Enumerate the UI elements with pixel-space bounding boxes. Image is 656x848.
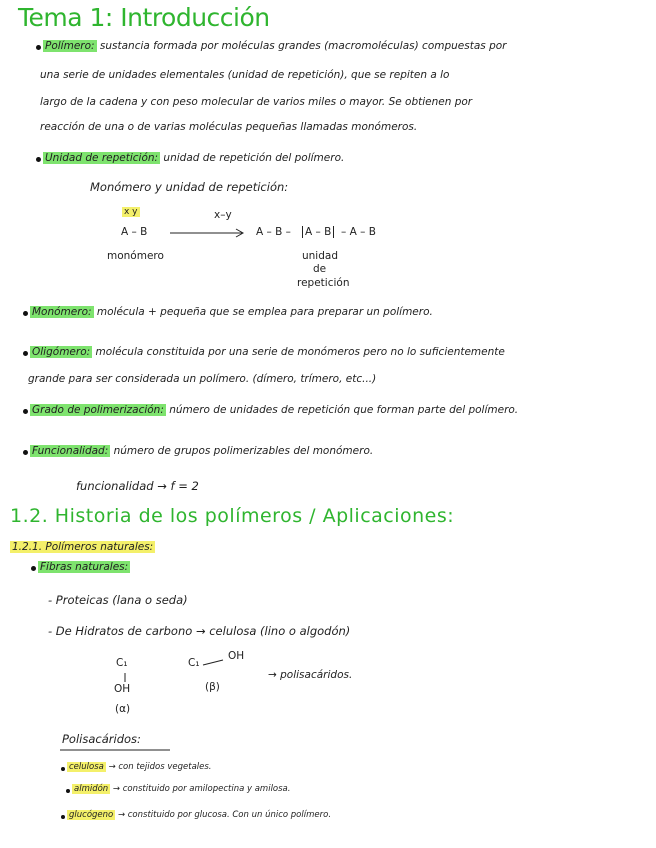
subsection-title: 1.2.1. Polímeros naturales:: [12, 541, 154, 553]
funcionalidad-def: número de grupos polimerizables del monómero.: [113, 445, 374, 457]
monomer-formula: A – B: [121, 226, 148, 238]
beta-c1: C₁: [188, 657, 200, 669]
polimero-term: Polímero:: [45, 40, 95, 52]
monomero-definition: [30, 306, 433, 318]
reaction-arrow-icon: [170, 232, 246, 242]
repeat-label-3: repetición: [297, 277, 350, 289]
oligomero-line-2: grande para ser considerada un polímero. (dímero, trímero, etc...): [28, 373, 377, 385]
section-title: 1.2. Historia de los polímeros / Aplicaciones:: [10, 505, 455, 527]
polimero-definition: [43, 40, 507, 52]
alpha-c1: C₁: [116, 657, 128, 669]
page-title: Tema 1: Introducción: [18, 3, 270, 32]
alpha-label: (α): [115, 703, 131, 715]
polimero-line-4: reacción de una o de varias moléculas pequeñas llamadas monómeros.: [40, 121, 418, 133]
polimero-line-1: sustancia formada por moléculas grandes (macromoléculas) compuestas por: [99, 40, 507, 52]
repeat-label-2: de: [313, 263, 327, 275]
funcionalidad-definition: [30, 445, 373, 457]
bullet: [61, 767, 65, 771]
funcionalidad-formula: funcionalidad → f = 2: [76, 479, 199, 493]
beta-oh: OH: [228, 650, 245, 662]
bullet: [36, 157, 41, 162]
polisacaridos-title: Polisacáridos:: [62, 732, 141, 746]
alpha-bond: [124, 673, 126, 683]
oligomero-term: Oligómero:: [32, 346, 91, 358]
oligomero-definition: [30, 346, 505, 358]
monomero-def: molécula + pequeña que se emplea para preparar un polímero.: [96, 306, 433, 318]
oligomero-line-1: molécula constituida por una serie de monómeros pero no lo suficientemente: [95, 346, 505, 358]
polimero-line-3: largo de la cadena y con peso molecular de varios miles o mayor. Se obtienen por: [40, 96, 473, 108]
beta-label: (β): [205, 681, 220, 693]
repeat-label-1: unidad: [302, 250, 338, 262]
polisacarido-item-celulosa: celulosa → con tejidos vegetales.: [69, 762, 212, 772]
xy-marks: x y: [124, 207, 138, 217]
unidad-definition: [43, 152, 344, 164]
unidad-term: Unidad de repetición:: [45, 152, 159, 164]
polimero-line-2: una serie de unidades elementales (unidad de repetición), que se repiten a lo: [40, 69, 450, 81]
bullet: [36, 45, 41, 50]
grado-definition: [30, 404, 518, 416]
bullet: [23, 409, 28, 414]
bullet: [66, 789, 70, 793]
bullet: [31, 566, 36, 571]
beta-bond: [203, 658, 225, 666]
alpha-oh: OH: [114, 683, 131, 695]
arrow-label: x–y: [214, 209, 232, 221]
grado-def: número de unidades de repetición que forman parte del polímero.: [169, 404, 519, 416]
funcionalidad-term: Funcionalidad:: [32, 445, 109, 457]
monomero-term: Monómero:: [32, 306, 92, 318]
product-right: – A – B: [341, 226, 376, 238]
hidratos-line: - De Hidratos de carbono → celulosa (lino o algodón): [48, 624, 351, 638]
grado-term: Grado de polimerización:: [32, 404, 164, 416]
fibras-heading: Fibras naturales:: [40, 561, 129, 573]
polisacarido-item-almidon: almidón → constituido por amilopectina y amilosa.: [74, 784, 291, 794]
proteicas-line: - Proteicas (lana o seda): [48, 593, 188, 607]
polisacarido-item-glucogeno: glucógeno → constituido por glucosa. Con un único polímero.: [69, 810, 332, 820]
polisacaridos-underline: [60, 749, 172, 752]
product-left: A – B –: [256, 226, 291, 238]
unidad-subtitle: Monómero y unidad de repetición:: [90, 180, 289, 194]
repeat-unit-bracket: A – B: [302, 226, 334, 238]
bullet: [61, 815, 65, 819]
monomer-label: monómero: [107, 250, 164, 262]
bullet: [23, 311, 28, 316]
polisacaridos-arrow: → polisacáridos.: [268, 669, 353, 681]
bullet: [23, 351, 28, 356]
unidad-def: unidad de repetición del polímero.: [163, 152, 345, 164]
bullet: [23, 450, 28, 455]
